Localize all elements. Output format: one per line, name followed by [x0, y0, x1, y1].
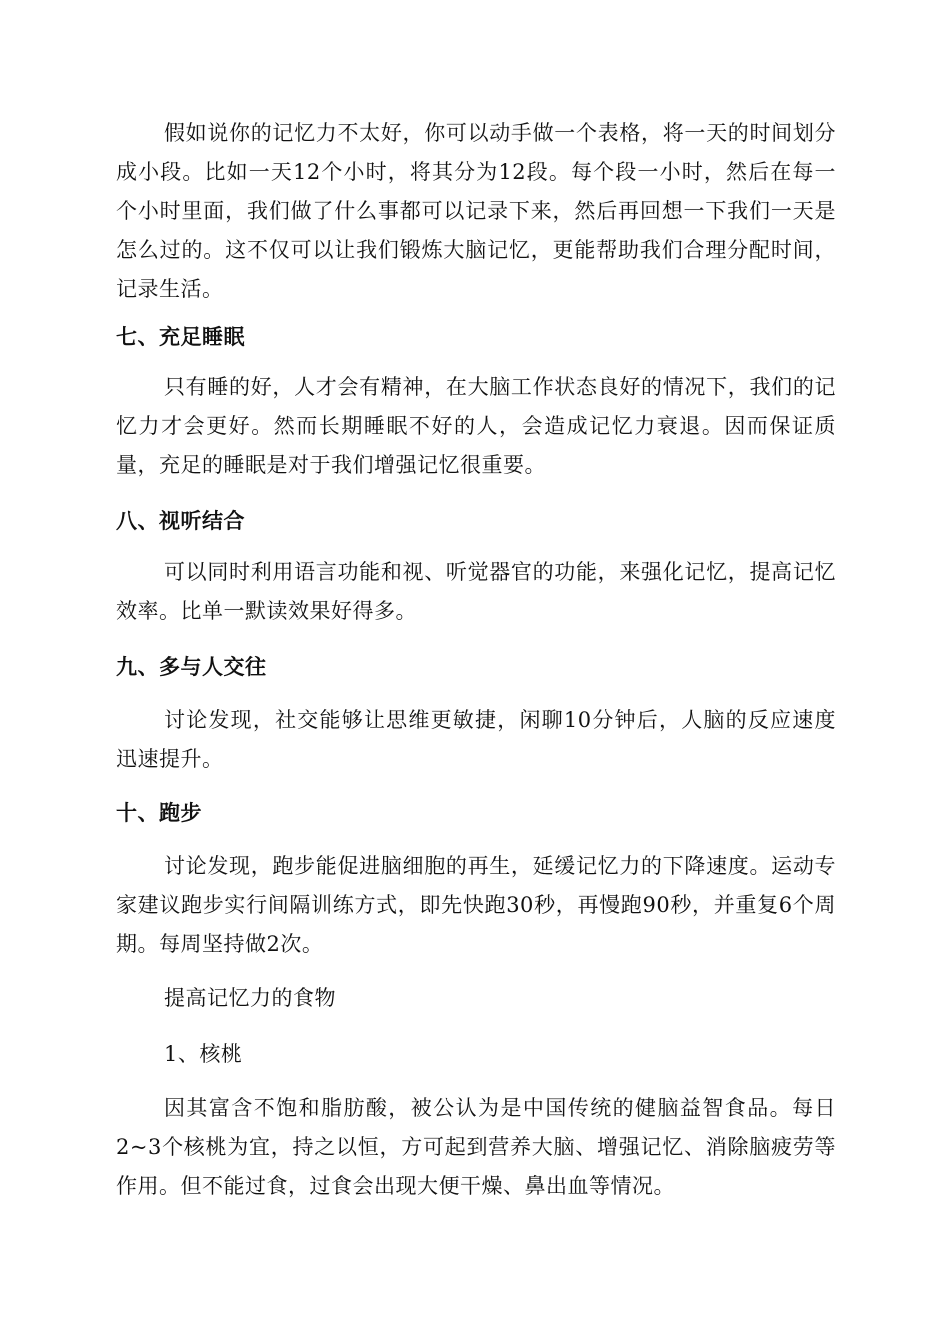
paragraph-sleep: 只有睡的好，人才会有精神，在大脑工作状态良好的情况下，我们的记忆力才会更好。然而长期睡眠不好的人，会造成记忆力衰退。因而保证质量，充足的睡眠是对于我们增强记忆很重要。 [116, 375, 836, 477]
heading-running: 十、跑步 [116, 801, 202, 825]
paragraph-running: 讨论发现，跑步能促进脑细胞的再生，延缓记忆力的下降速度。运动专家建议跑步实行间隔训练方式，即先快跑30秒，再慢跑90秒，并重复6个周期。每周坚持做2次。 [116, 854, 836, 956]
food-item-walnut: 1、核桃 [164, 1042, 243, 1066]
paragraph-social: 讨论发现，社交能够让思维更敏捷，闲聊10分钟后，人脑的反应速度迅速提升。 [116, 708, 836, 771]
paragraph-audio-visual: 可以同时利用语言功能和视、听觉器官的功能，来强化记忆，提高记忆效率。比单一默读效果好得多。 [116, 560, 836, 623]
food-section-title: 提高记忆力的食物 [164, 986, 336, 1010]
heading-social-interaction: 九、多与人交往 [116, 655, 267, 679]
heading-audio-visual: 八、视听结合 [116, 509, 245, 533]
paragraph-schedule-table: 假如说你的记忆力不太好，你可以动手做一个表格，将一天的时间划分成小段。比如一天12个小时，将其分为12段。每个段一小时，然后在每一个小时里面，我们做了什么事都可以记录下来，然后再回想一下我们一天是怎么过的。这不仅可以让我们锻炼大脑记忆，更能帮助我们合理分配时间，记录生活。 [116, 121, 836, 301]
heading-sufficient-sleep: 七、充足睡眠 [116, 325, 245, 349]
paragraph-walnut: 因其富含不饱和脂肪酸，被公认为是中国传统的健脑益智食品。每日2~3个核桃为宜，持之以恒，方可起到营养大脑、增强记忆、消除脑疲劳等作用。但不能过食，过食会出现大便干燥、鼻出血等情况。 [116, 1096, 836, 1198]
